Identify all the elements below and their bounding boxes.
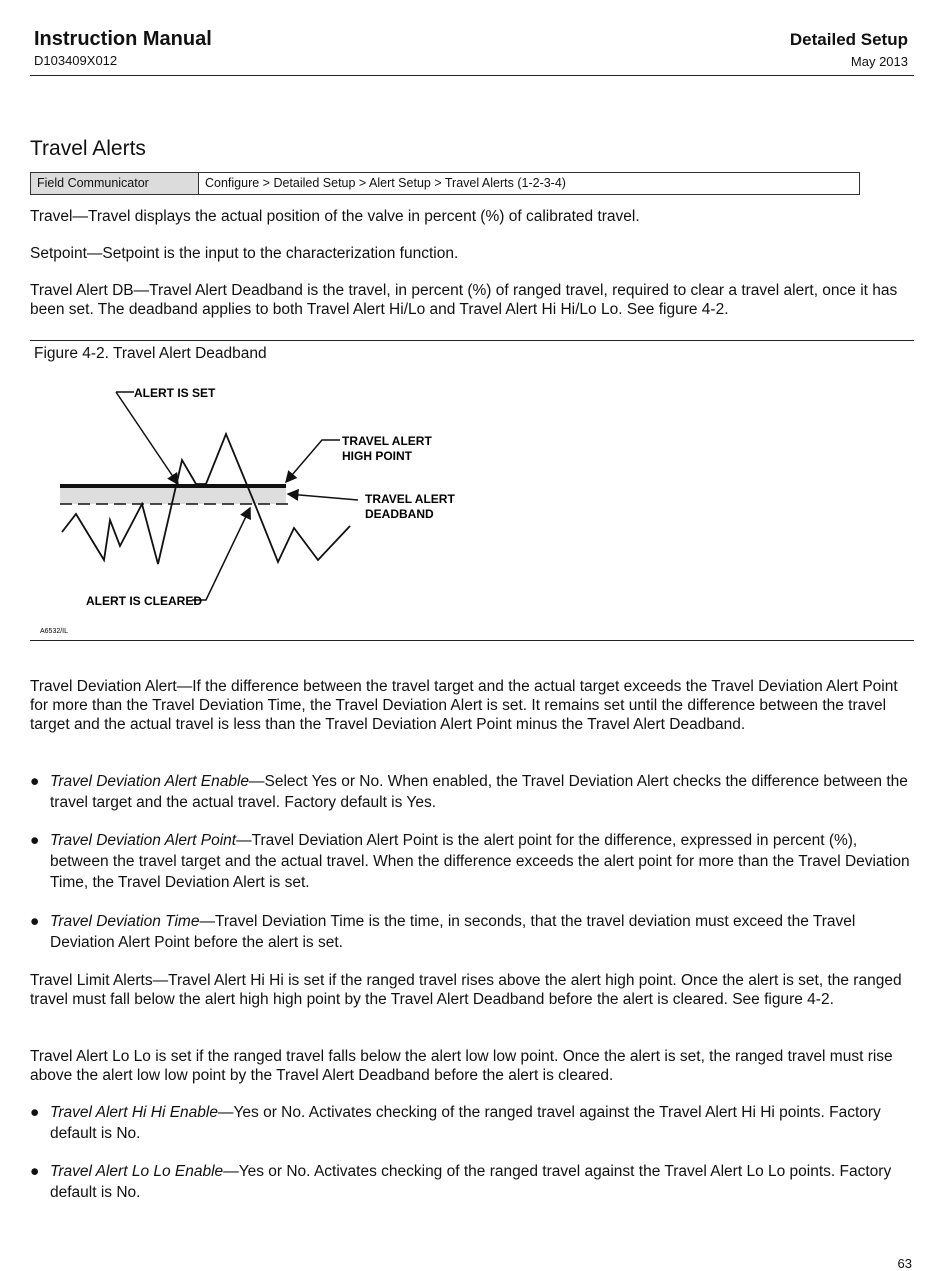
deviation-text: If the difference between the travel target and the actual target exceeds the Travel Deviation Alert Point for more than the Travel Deviation Time, the Travel Deviation Alert is set. It remains set until the difference between the travel target and the actual travel is less than the Travel Deviation Alert Point minus the Travel Alert Deadband. xyxy=(30,678,898,733)
label-deadband-line1: TRAVEL ALERT xyxy=(365,492,455,506)
travel-term: Travel xyxy=(30,208,73,225)
section-title: Travel Alerts xyxy=(30,137,146,160)
deadband-paragraph xyxy=(30,281,920,319)
deadband-term: Travel Alert DB xyxy=(30,282,134,299)
field-communicator-path: Configure > Detailed Setup > Alert Setup > Travel Alerts (1-2-3-4) xyxy=(205,176,566,190)
bullet-text: —Travel Deviation Time is the time, in seconds, that the travel deviation must exceed the Travel Deviation Alert Point before the alert is set. xyxy=(50,913,856,951)
deadband-text: —Travel Alert Deadband is the travel, in percent (%) of ranged travel, required to clear a travel alert, once it has been set. The deadband applies to both Travel Alert Hi/Lo and Travel Alert Hi Hi/Lo Lo. See figure 4-2. xyxy=(30,282,898,318)
bullet-term: Travel Alert Hi Hi Enable xyxy=(50,1104,218,1121)
lolo-paragraph: Travel Alert Lo Lo is set if the ranged travel falls below the alert low low point. Once the alert is set, the ranged travel must rise above the alert low low point by the Travel Alert Deadband before the alert is cleared. xyxy=(30,1048,893,1084)
bullet-term: Travel Alert Lo Lo Enable xyxy=(50,1163,224,1180)
setpoint-paragraph xyxy=(30,244,920,263)
bullet-term: Travel Deviation Alert Point xyxy=(50,832,237,849)
limit-term: Travel Limit Alerts— xyxy=(30,972,169,989)
label-alert-set: ALERT IS SET xyxy=(134,386,216,400)
bullet-dot: ● xyxy=(30,1163,40,1180)
bullet-dot: ● xyxy=(30,832,40,849)
deviation-term: Travel Deviation Alert— xyxy=(30,678,193,695)
figure-top-rule xyxy=(30,340,914,341)
alert-cleared-arrow xyxy=(192,508,250,600)
bullet-hihi-enable xyxy=(30,1102,920,1144)
label-alert-cleared: ALERT IS CLEARED xyxy=(86,594,203,608)
label-high-point-line2: HIGH POINT xyxy=(342,449,413,463)
bullet-dot: ● xyxy=(30,913,40,930)
section-name: Detailed Setup xyxy=(789,30,908,49)
bullet-text: —Yes or No. Activates checking of the ranged travel against the Travel Alert Hi Hi points. Factory default is No. xyxy=(50,1104,881,1142)
field-communicator-table xyxy=(30,172,860,195)
limit-paragraph xyxy=(30,971,920,1009)
header-divider xyxy=(30,75,914,76)
setpoint-term: Setpoint xyxy=(30,245,87,262)
travel-paragraph xyxy=(30,207,920,226)
field-communicator-label: Field Communicator xyxy=(31,173,199,194)
bullet-deviation-enable xyxy=(30,771,920,813)
bullet-text: —Yes or No. Activates checking of the ranged travel against the Travel Alert Lo Lo points. Factory default is No. xyxy=(50,1163,892,1201)
bullet-dot: ● xyxy=(30,773,40,790)
bullet-text: —Select Yes or No. When enabled, the Travel Deviation Alert checks the difference between the travel target and the actual travel. Factory default is Yes. xyxy=(50,773,908,811)
bullet-term: Travel Deviation Alert Enable xyxy=(50,773,250,790)
bullet-text: —Travel Deviation Alert Point is the alert point for the difference, expressed in percent (%), between the travel target and the actual travel. When the difference exceeds the alert point for more than the Travel Deviation Time, the Travel Deviation Alert is set. xyxy=(50,832,910,891)
setpoint-text: —Setpoint is the input to the characterization function. xyxy=(86,245,459,262)
bullet-term: Travel Deviation Time xyxy=(50,913,200,930)
high-point-arrow xyxy=(286,440,340,482)
publication-date: May 2013 xyxy=(850,54,908,69)
document-number: D103409X012 xyxy=(34,53,118,68)
travel-alert-deadband-diagram xyxy=(30,370,490,638)
travel-text: —Travel displays the actual position of the valve in percent (%) of calibrated travel. xyxy=(72,208,640,225)
figure-caption: Figure 4-2. Travel Alert Deadband xyxy=(34,345,267,362)
bullet-dot: ● xyxy=(30,1104,40,1121)
deadband-arrow xyxy=(288,494,358,500)
figure-bottom-rule xyxy=(30,640,914,641)
bullet-lolo-enable xyxy=(30,1161,920,1203)
deviation-paragraph xyxy=(30,677,920,734)
label-high-point-line1: TRAVEL ALERT xyxy=(342,434,432,448)
alert-set-arrow xyxy=(116,392,178,484)
bullet-deviation-point xyxy=(30,830,920,893)
label-deadband-line2: DEADBAND xyxy=(365,507,434,521)
figure-code: A6532/IL xyxy=(40,628,69,635)
bullet-deviation-time xyxy=(30,911,920,953)
manual-title: Instruction Manual xyxy=(34,28,212,50)
page-number: 63 xyxy=(897,1256,912,1271)
limit-text: Travel Alert Hi Hi is set if the ranged travel rises above the alert high point. Once the alert is set, the ranged travel must fall below the alert high high point by the Travel Alert Deadband before the alert is cleared. See figure 4-2. xyxy=(30,972,902,1008)
